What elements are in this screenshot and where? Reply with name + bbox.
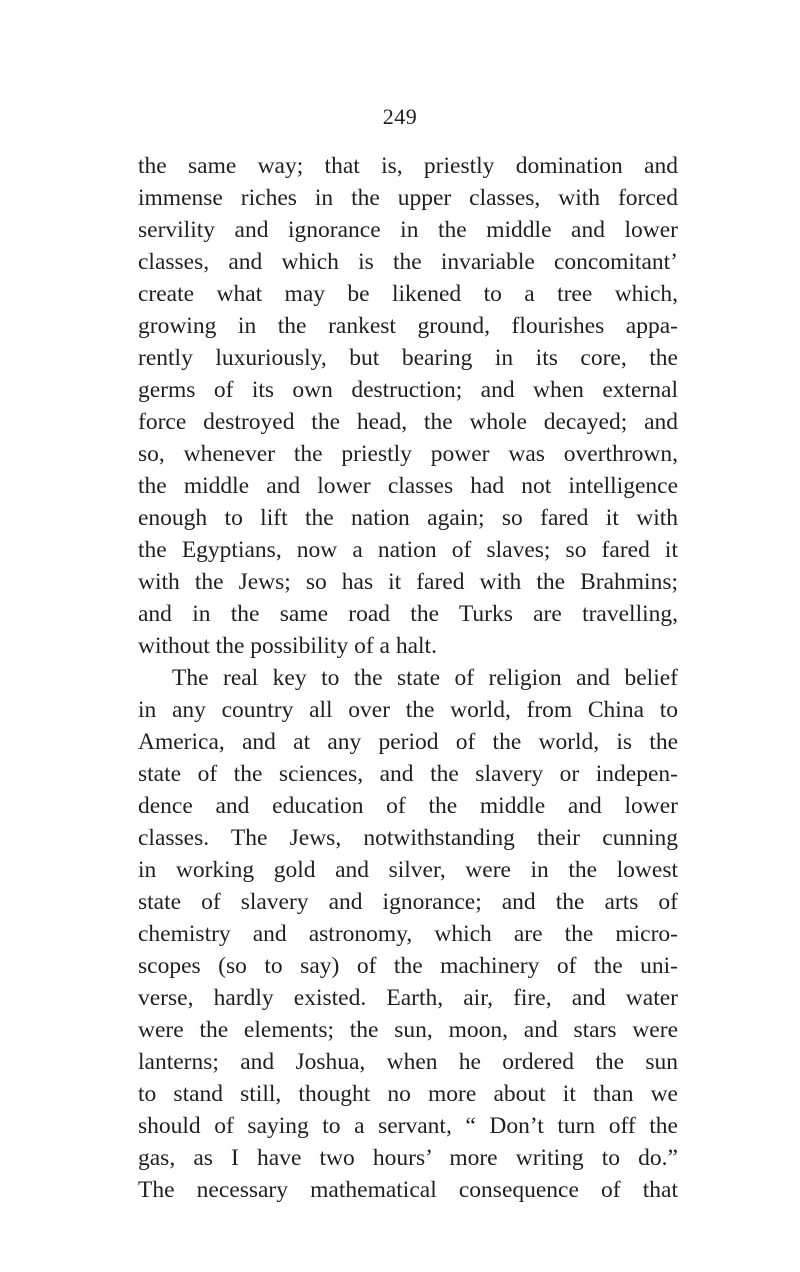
text-line: in working gold and silver, were in the lowest (138, 857, 678, 883)
text-line: were the elements; the sun, moon, and stars were (138, 1017, 678, 1043)
text-line: growing in the rankest ground, flourishes appa- (138, 313, 678, 339)
text-line: create what may be likened to a tree which, (138, 281, 678, 307)
text-line: classes, and which is the invariable concomitant’ (138, 249, 678, 275)
text-line: classes. The Jews, notwithstanding their cunning (138, 825, 678, 851)
page-number: 249 (382, 104, 418, 129)
text-line: state of the sciences, and the slavery or indepen- (138, 761, 678, 787)
text-line: with the Jews; so has it fared with the Brahmins; (138, 569, 678, 595)
text-line: in any country all over the world, from China to (138, 697, 678, 723)
text-line: and in the same road the Turks are travelling, (138, 601, 678, 627)
text-line: gas, as I have two hours’ more writing to do.” (138, 1145, 678, 1171)
text-line: should of saying to a servant, “ Don’t turn off the (138, 1113, 678, 1139)
text-line: so, whenever the priestly power was overthrown, (138, 441, 678, 467)
text-line: rently luxuriously, but bearing in its core, the (138, 345, 678, 371)
text-line: germs of its own destruction; and when external (138, 377, 678, 403)
text-line: dence and education of the middle and lower (138, 793, 678, 819)
text-line: verse, hardly existed. Earth, air, fire, and water (138, 985, 678, 1011)
text-line: immense riches in the upper classes, with forced (138, 185, 678, 211)
text-line: to stand still, thought no more about it than we (138, 1081, 678, 1107)
text-line: enough to lift the nation again; so fared it with (138, 505, 678, 531)
text-line: the same way; that is, priestly domination and (138, 153, 678, 179)
text-line: The necessary mathematical consequence of that (138, 1177, 678, 1203)
text-line: the middle and lower classes had not intelligence (138, 473, 678, 499)
text-line: the Egyptians, now a nation of slaves; so fared it (138, 537, 678, 563)
text-line: America, and at any period of the world, is the (138, 729, 678, 755)
paragraph-end-line: without the possibility of a halt. (138, 633, 437, 659)
text-line: lanterns; and Joshua, when he ordered the sun (138, 1049, 678, 1075)
text-line: state of slavery and ignorance; and the arts of (138, 889, 678, 915)
text-line: chemistry and astronomy, which are the micro- (138, 921, 678, 947)
body-text (138, 150, 678, 1206)
paragraph-start-line: The real key to the state of religion and belief (172, 665, 678, 691)
text-line: force destroyed the head, the whole decayed; and (138, 409, 678, 435)
text-line: scopes (so to say) of the machinery of the uni- (138, 953, 678, 979)
text-line: servility and ignorance in the middle and lower (138, 217, 678, 243)
